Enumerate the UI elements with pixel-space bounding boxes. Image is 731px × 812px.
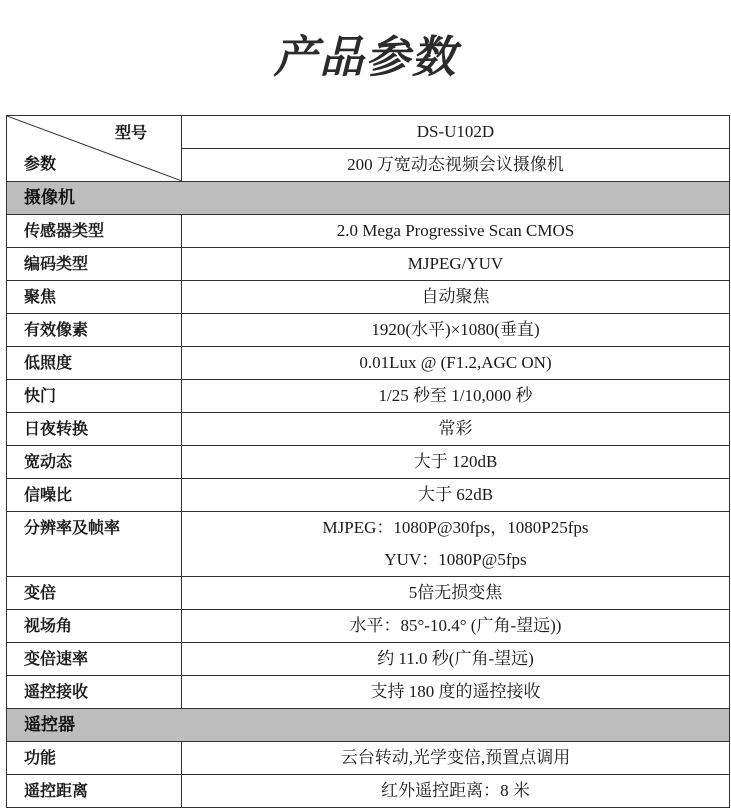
section-title: 遥控器 [7,709,730,742]
row-value: 大于 120dB [182,446,730,479]
row-label: 低照度 [7,347,182,380]
row-label: 视场角 [7,610,182,643]
row-value-line-1: MJPEG：1080P@30fps，1080P25fps [322,518,589,537]
row-value: 约 11.0 秒(广角-望远) [182,643,730,676]
row-label: 遥控接收 [7,676,182,709]
model-header-label: 型号 [114,123,147,142]
table-row [7,676,730,709]
row-label: 宽动态 [7,446,182,479]
row-value: MJPEG/YUV [182,248,730,281]
row-value: 5倍无损变焦 [182,577,730,610]
row-label: 遥控距离 [7,775,182,808]
table-row [7,775,730,808]
row-value: 0.01Lux @ (F1.2,AGC ON) [182,347,730,380]
row-value: 红外遥控距离：8 米 [182,775,730,808]
row-value-line-2: YUV：1080P@5fps [384,550,527,569]
table-row [7,610,730,643]
row-value: 支持 180 度的遥控接收 [182,676,730,709]
section-row-camera [7,182,730,215]
table-row [7,742,730,775]
table-row [7,281,730,314]
table-row [7,479,730,512]
row-label: 快门 [7,380,182,413]
row-label: 变倍速率 [7,643,182,676]
row-label: 变倍 [7,577,182,610]
row-label: 传感器类型 [7,215,182,248]
row-label: 功能 [7,742,182,775]
row-label: 信噪比 [7,479,182,512]
diagonal-header-cell [7,116,182,182]
model-value: DS-U102D [182,116,730,149]
table-row [7,643,730,676]
table-row [7,446,730,479]
row-label: 有效像素 [7,314,182,347]
row-value: 自动聚焦 [182,281,730,314]
row-value: 1/25 秒至 1/10,000 秒 [182,380,730,413]
table-row [7,215,730,248]
param-header-label: 参数 [24,154,57,173]
table-row [7,347,730,380]
page-title: 产品参数 [273,32,458,83]
row-value [182,512,730,577]
spec-table [6,115,730,808]
table-header-row-1 [7,116,730,149]
model-description: 200 万宽动态视频会议摄像机 [182,149,730,182]
row-label: 分辨率及帧率 [7,512,182,577]
row-value: 1920(水平)×1080(垂直) [182,314,730,347]
table-row [7,314,730,347]
row-value: 大于 62dB [182,479,730,512]
table-row [7,413,730,446]
section-row-remote [7,709,730,742]
row-label: 编码类型 [7,248,182,281]
table-row [7,380,730,413]
row-label: 聚焦 [7,281,182,314]
table-row [7,248,730,281]
row-value: 2.0 Mega Progressive Scan CMOS [182,215,730,248]
table-row [7,512,730,577]
row-value: 云台转动,光学变倍,预置点调用 [182,742,730,775]
section-title: 摄像机 [7,182,730,215]
row-value: 水平：85°-10.4° (广角-望远)) [182,610,730,643]
row-label: 日夜转换 [7,413,182,446]
row-value: 常彩 [182,413,730,446]
table-row [7,577,730,610]
